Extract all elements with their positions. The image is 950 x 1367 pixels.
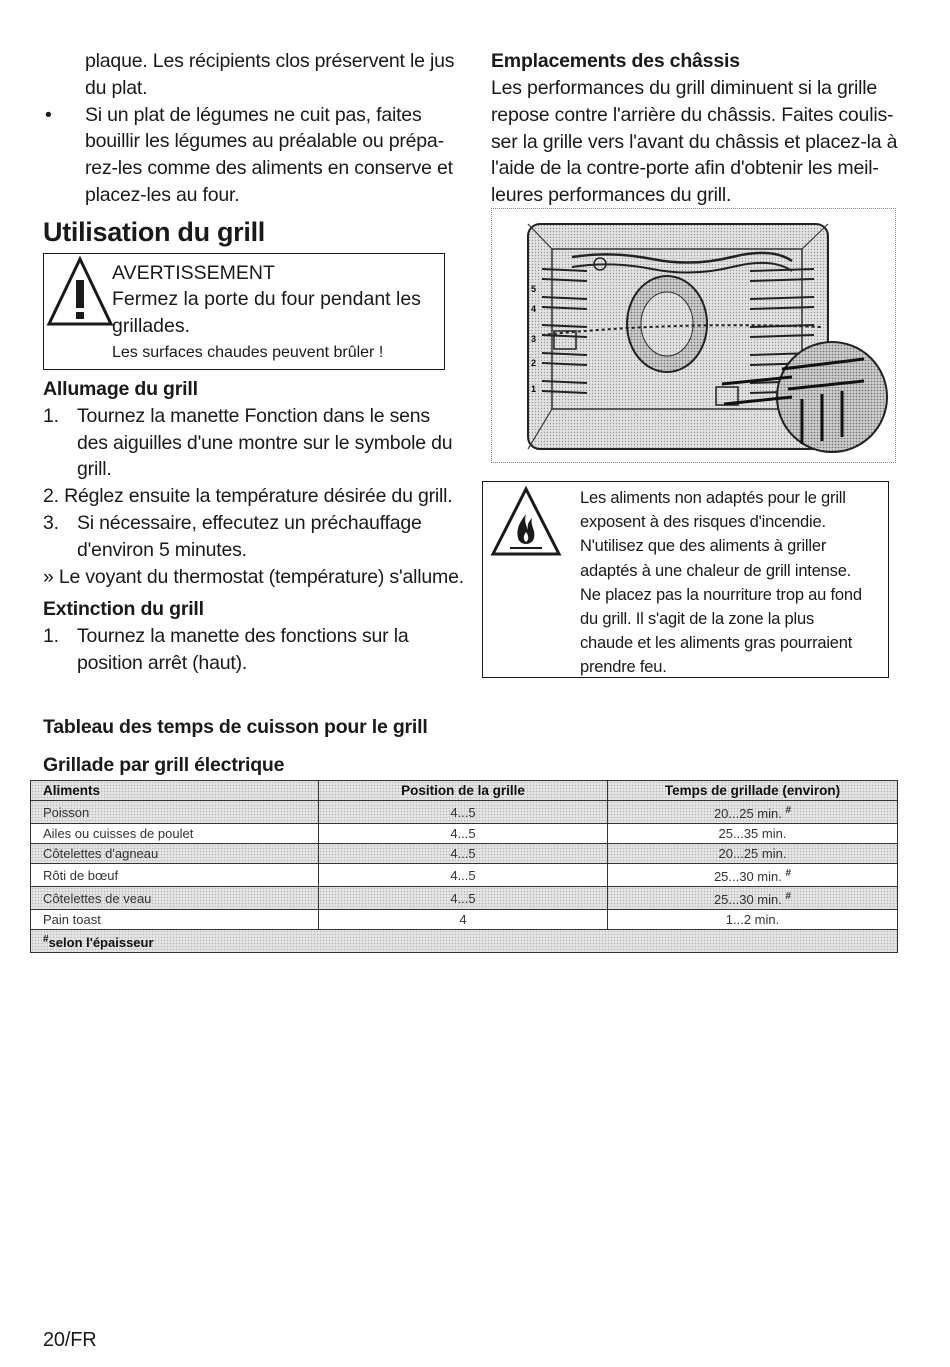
subheading-extinction: Extinction du grill <box>43 598 204 621</box>
fire-warning-text <box>580 486 885 680</box>
text-line: Si un plat de légumes ne cuit pas, faites <box>85 103 422 126</box>
table-footnote <box>31 930 898 953</box>
subheading-racks: Emplacements des châssis <box>491 50 740 72</box>
fire-warning-box <box>482 481 889 678</box>
oven-rack-diagram <box>491 208 896 463</box>
warning-line: Fermez la porte du four pendant les <box>112 287 421 310</box>
text-line: du grill. Il s'agit de la zone la plus <box>580 610 815 629</box>
table-cell <box>608 887 898 910</box>
table-row <box>31 824 898 844</box>
bullet-item <box>43 102 468 209</box>
table-cell: 20...25 min. <box>608 844 898 864</box>
text-line: plaque. Les récipients clos préservent le jus <box>85 50 455 72</box>
left-column <box>43 48 468 677</box>
footnote-marker: # <box>785 868 792 879</box>
shelf-number: 2 <box>531 358 537 368</box>
footnote-marker: # <box>785 805 792 816</box>
text-line: Si nécessaire, effecutez un préchauffage <box>77 511 422 534</box>
text-line: N'utilisez que des aliments à griller <box>580 537 827 556</box>
cell-text: 25...30 min. <box>713 869 782 884</box>
text-line: Tournez la manette des fonctions sur la <box>77 625 409 648</box>
subheading-ignition: Allumage du grill <box>43 377 198 400</box>
list-number: 1. <box>43 625 59 648</box>
table-cell: Ailes ou cuisses de poulet <box>31 824 319 844</box>
table-cell: 1...2 min. <box>608 910 898 930</box>
oven-illustration <box>492 209 895 462</box>
shelf-number: 3 <box>531 334 537 344</box>
text-line: chaude et les aliments gras pourraient <box>580 634 853 653</box>
table-row <box>31 844 898 864</box>
warning-triangle-icon <box>46 256 114 328</box>
table-row <box>31 910 898 930</box>
table-cell: 25...35 min. <box>608 824 898 844</box>
intro-paragraph <box>43 48 468 102</box>
table-cell: 4...5 <box>319 801 608 824</box>
list-item <box>43 403 468 483</box>
footnote-marker: # <box>43 934 49 945</box>
text-line: exposent à des risques d'incendie. <box>580 513 826 532</box>
grill-times-table <box>30 780 898 953</box>
page-number: 20/FR <box>43 1329 97 1351</box>
table-cell: 4...5 <box>319 864 608 887</box>
table-row <box>31 801 898 824</box>
list-number: 2. <box>43 485 59 508</box>
table-cell <box>608 801 898 824</box>
text-line: Les performances du grill diminuent si la grille <box>491 77 877 99</box>
text-line: placez-les au four. <box>85 183 240 206</box>
warning-title: AVERTISSEMENT <box>112 261 275 284</box>
text-line: d'environ 5 minutes. <box>77 538 247 561</box>
result-line: » Le voyant du thermostat (température) s'allume. <box>43 565 464 588</box>
table-cell: Côtelettes de veau <box>31 887 319 910</box>
column-header: Temps de grillade (environ) <box>608 781 898 801</box>
list-item <box>43 623 468 677</box>
shelf-number: 5 <box>531 284 537 294</box>
text-line: du plat. <box>85 76 148 99</box>
text-line: ser la grille vers l'avant du châssis et placez-la à <box>491 130 898 153</box>
footnote-marker: # <box>785 891 792 902</box>
table-cell: 4...5 <box>319 844 608 864</box>
text-line: rez-les comme des aliments en conserve et <box>85 157 453 180</box>
text-line: position arrêt (haut). <box>77 652 248 675</box>
cell-text: 25...30 min. <box>713 892 782 907</box>
text-line: leures performances du grill. <box>491 184 732 207</box>
table-cell: Côtelettes d'agneau <box>31 844 319 864</box>
table-cell: Pain toast <box>31 910 319 930</box>
text-line: repose contre l'arrière du châssis. Faites coulis- <box>491 103 894 126</box>
right-column <box>491 48 901 209</box>
fire-warning-icon <box>490 486 562 558</box>
warning-text <box>112 260 442 364</box>
text-line: Les aliments non adaptés pour le grill <box>580 489 846 507</box>
column-header: Position de la grille <box>319 781 608 801</box>
text-line: des aiguilles d'une montre sur le symbole du <box>77 431 453 454</box>
bullet-marker: • <box>45 103 52 126</box>
cell-text: 20...25 min. <box>713 806 782 821</box>
list-number: 3. <box>43 511 59 534</box>
column-header: Aliments <box>31 781 319 801</box>
text-line: adaptés à une chaleur de grill intense. <box>580 561 852 580</box>
table-header-row <box>31 781 898 801</box>
list-number: 1. <box>43 404 59 427</box>
racks-paragraph <box>491 75 901 209</box>
table-cell: Poisson <box>31 801 319 824</box>
table-section-title: Tableau des temps de cuisson pour le grill <box>43 716 428 738</box>
text-line: bouillir les légumes au préalable ou prépa- <box>85 130 444 153</box>
shelf-number: 1 <box>531 384 537 394</box>
warning-box <box>43 253 445 370</box>
table-cell <box>608 864 898 887</box>
text-line: l'aide de la contre-porte afin d'obtenir les meil- <box>491 157 879 180</box>
table-footnote-row <box>31 930 898 953</box>
table-cell: 4...5 <box>319 887 608 910</box>
footnote-text: selon l'épaisseur <box>48 935 154 950</box>
text-line: Ne placez pas la nourriture trop au fond <box>580 585 862 604</box>
list-item <box>43 510 468 564</box>
table-row <box>31 887 898 910</box>
list-item <box>43 483 468 510</box>
table-row <box>31 864 898 887</box>
text-line: Tournez la manette Fonction dans le sens <box>77 404 430 427</box>
table-cell: 4 <box>319 910 608 930</box>
text-line: prendre feu. <box>580 658 667 677</box>
section-heading: Utilisation du grill <box>43 216 265 247</box>
table-cell: Rôti de bœuf <box>31 864 319 887</box>
table-cell: 4...5 <box>319 824 608 844</box>
warning-note: Les surfaces chaudes peuvent brûler ! <box>112 343 384 361</box>
text-line: grill. <box>77 458 112 481</box>
text-line: Réglez ensuite la température désirée du grill. <box>64 485 453 508</box>
table-section-subtitle: Grillade par grill électrique <box>43 754 285 776</box>
shelf-number: 4 <box>531 304 537 314</box>
warning-line: grillades. <box>112 314 191 337</box>
